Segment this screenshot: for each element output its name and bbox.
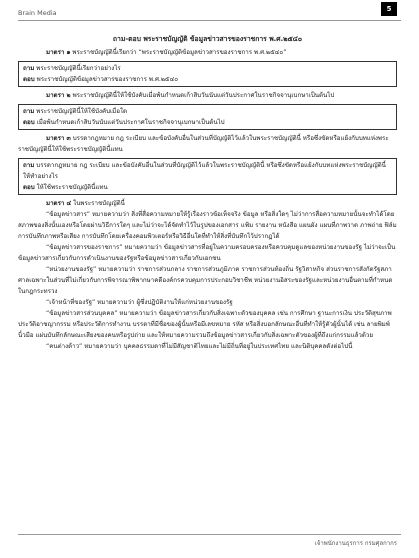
answer-label: ตอบ: [23, 76, 35, 83]
section-1: [18, 47, 397, 58]
qa-box-3: [18, 158, 397, 195]
question-text: พระราชบัญญัตินี้ให้ใช้บังคับเมื่อใด: [34, 108, 128, 115]
section-4: [18, 198, 397, 209]
header-divider: [18, 20, 401, 21]
section-text: พระราชบัญญัตินี้ให้ใช้บังคับเมื่อพ้นกำหนดเก้าสิบวันนับแต่วันประกาศในราชกิจจานุเบกษาเป็นต้นไป: [70, 92, 335, 99]
answer-label: ตอบ: [23, 184, 35, 191]
answer: [23, 117, 392, 128]
definition-state-agency: “หน่วยงานของรัฐ” หมายความว่า ราชการส่วนกลาง ราชการส่วนภูมิภาค ราชการส่วนท้องถิ่น รัฐวิสาหกิจ ส่วนราชการสังกัดรัฐสภา ศาลเฉพาะในส่วนที่ไม่เกี่ยวกับการพิจารณาพิพากษาคดีองค์กรควบคุมการประกอบวิชาชีพ หน่วยงานอิสระของรัฐและหน่วยงานอื่นตามที่กำหนดในกฎกระทรวง: [18, 266, 393, 295]
answer-text: เมื่อพ้นกำหนดเก้าสิบวันนับแต่วันประกาศในราชกิจจานุเบกษาเป็นต้นไป: [34, 119, 225, 126]
answer-text: ให้ใช้พระราชบัญญัตินี้แทน: [34, 184, 108, 191]
section-3: [18, 133, 397, 155]
answer-label: ตอบ: [23, 119, 35, 126]
question-text: บรรดากฎหมาย กฎ ระเบียบ และข้อบังคับอื่นในส่วนที่บัญญัติไว้แล้วในพระราชบัญญัตินี้ หรือซึ่งขัดหรือแย้งกับบทแห่งพระราชบัญญัตินี้ให้ทำอย่างไร: [23, 162, 386, 180]
question-label: ถาม: [23, 162, 35, 169]
document-title: ถาม-ตอบ พระราชบัญญัติ ข้อมูลข่าวสารของราชการ พ.ศ.๒๕๔๐: [112, 35, 303, 43]
answer-text: พระราชบัญญัติข้อมูลข่าวสารของราชการ พ.ศ.๒๕๔๐: [34, 76, 179, 83]
section-text: ในพระราชบัญญัตินี้: [71, 200, 125, 207]
footer-text: เจ้าพนักงานธุรการ กรมศุลกากร: [314, 540, 397, 547]
document-body: [18, 34, 397, 352]
answer: [23, 182, 392, 193]
section-text: พระราชบัญญัตินี้เรียกว่า “พระราชบัญญัติข้อมูลข่าวสารของราชการ พ.ศ.๒๕๔๐”: [70, 49, 287, 56]
definition-information: “ข้อมูลข่าวสาร” หมายความว่า สิ่งที่สื่อความหมายให้รู้เรื่องราวข้อเท็จจริง ข้อมูล หรือสิ่งใดๆ ไม่ว่าการสื่อความหมายนั้นจะทำได้โดยสภาพของสิ่งนั้นเองหรือโดยผ่านวิธีการใดๆ และไม่ว่าจะได้จัดทำไว้ในรูปของเอกสาร แฟ้ม รายงาน หนังสือ แผนผัง แผนที่ภาพวาด ภาพถ่าย ฟิล์ม การบันทึกภาพหรือเสียง การบันทึกโดยเครื่องคอมพิวเตอร์หรือวิธีอื่นใดที่ทำให้สิ่งที่บันทึกไว้ปรากฏได้: [18, 211, 397, 240]
section-label: มาตรา ๑: [46, 49, 71, 56]
section-text: บรรดากฎหมาย กฎ ระเบียบ และข้อบังคับอื่นในส่วนที่บัญญัติไว้แล้วในพระราชบัญญัตินี้ หรือซึ่งขัดหรือแย้งกับบทแห่งพระราชบัญญัตินี้ให้ใช้พระราชบัญญัตินี้แทน: [18, 135, 389, 153]
definition-state-official: “เจ้าหน้าที่ของรัฐ” หมายความว่า ผู้ซึ่งปฏิบัติงานให้แก่หน่วยงานของรัฐ: [46, 299, 233, 306]
qa-box-2: [18, 104, 397, 130]
question-text: พระราชบัญญัตินี้เรียกว่าอย่างไร: [34, 65, 121, 72]
question: [23, 160, 392, 182]
question: [23, 63, 392, 74]
definition-official-information: “ข้อมูลข่าวสารของราชการ” หมายความว่า ข้อมูลข่าวสารที่อยู่ในความครอบครองหรือควบคุมดูแลของหน่วยงานของรัฐ ไม่ว่าจะเป็นข้อมูลข่าวสารเกี่ยวกับการดำเนินงานของรัฐหรือข้อมูลข่าวสารเกี่ยวกับเอกชน: [18, 244, 396, 262]
section-label: มาตรา ๓: [46, 135, 71, 142]
question: [23, 106, 392, 117]
page-number-badge: 5: [381, 2, 397, 16]
header-brand: Brain Media: [18, 9, 57, 17]
qa-box-1: [18, 61, 397, 87]
section-2: [18, 90, 397, 101]
definition-alien: “คนต่างด้าว” หมายความว่า บุคคลธรรมดาที่ไม่มีสัญชาติไทยและไม่มีถิ่นที่อยู่ในประเทศไทย และนิติบุคคลดังต่อไปนี้: [46, 343, 353, 350]
question-label: ถาม: [23, 108, 35, 115]
section-label: มาตรา ๒: [46, 92, 71, 99]
footer-divider: [18, 534, 401, 535]
answer: [23, 74, 392, 85]
section-label: มาตรา ๔: [46, 200, 72, 207]
question-label: ถาม: [23, 65, 35, 72]
definition-personal-information: “ข้อมูลข่าวสารส่วนบุคคล” หมายความว่า ข้อมูลข่าวสารเกี่ยวกับสิ่งเฉพาะตัวของบุคคล เช่น การศึกษา ฐานะการเงิน ประวัติสุขภาพ ประวัติอาชญากรรม หรือประวัติการทำงาน บรรดาที่มีชื่อของผู้นั้นหรือมีเลขหมาย รหัส หรือสิ่งบอกลักษณะอื่นที่ทำให้รู้ตัวผู้นั้นได้ เช่น ลายพิมพ์นิ้วมือ แผ่นบันทึกลักษณะเสียงของคนหรือรูปถ่าย และให้หมายความรวมถึงข้อมูลข่าวสารเกี่ยวกับสิ่งเฉพาะตัวของผู้ที่ถึงแก่กรรมแล้วด้วย: [18, 310, 392, 339]
